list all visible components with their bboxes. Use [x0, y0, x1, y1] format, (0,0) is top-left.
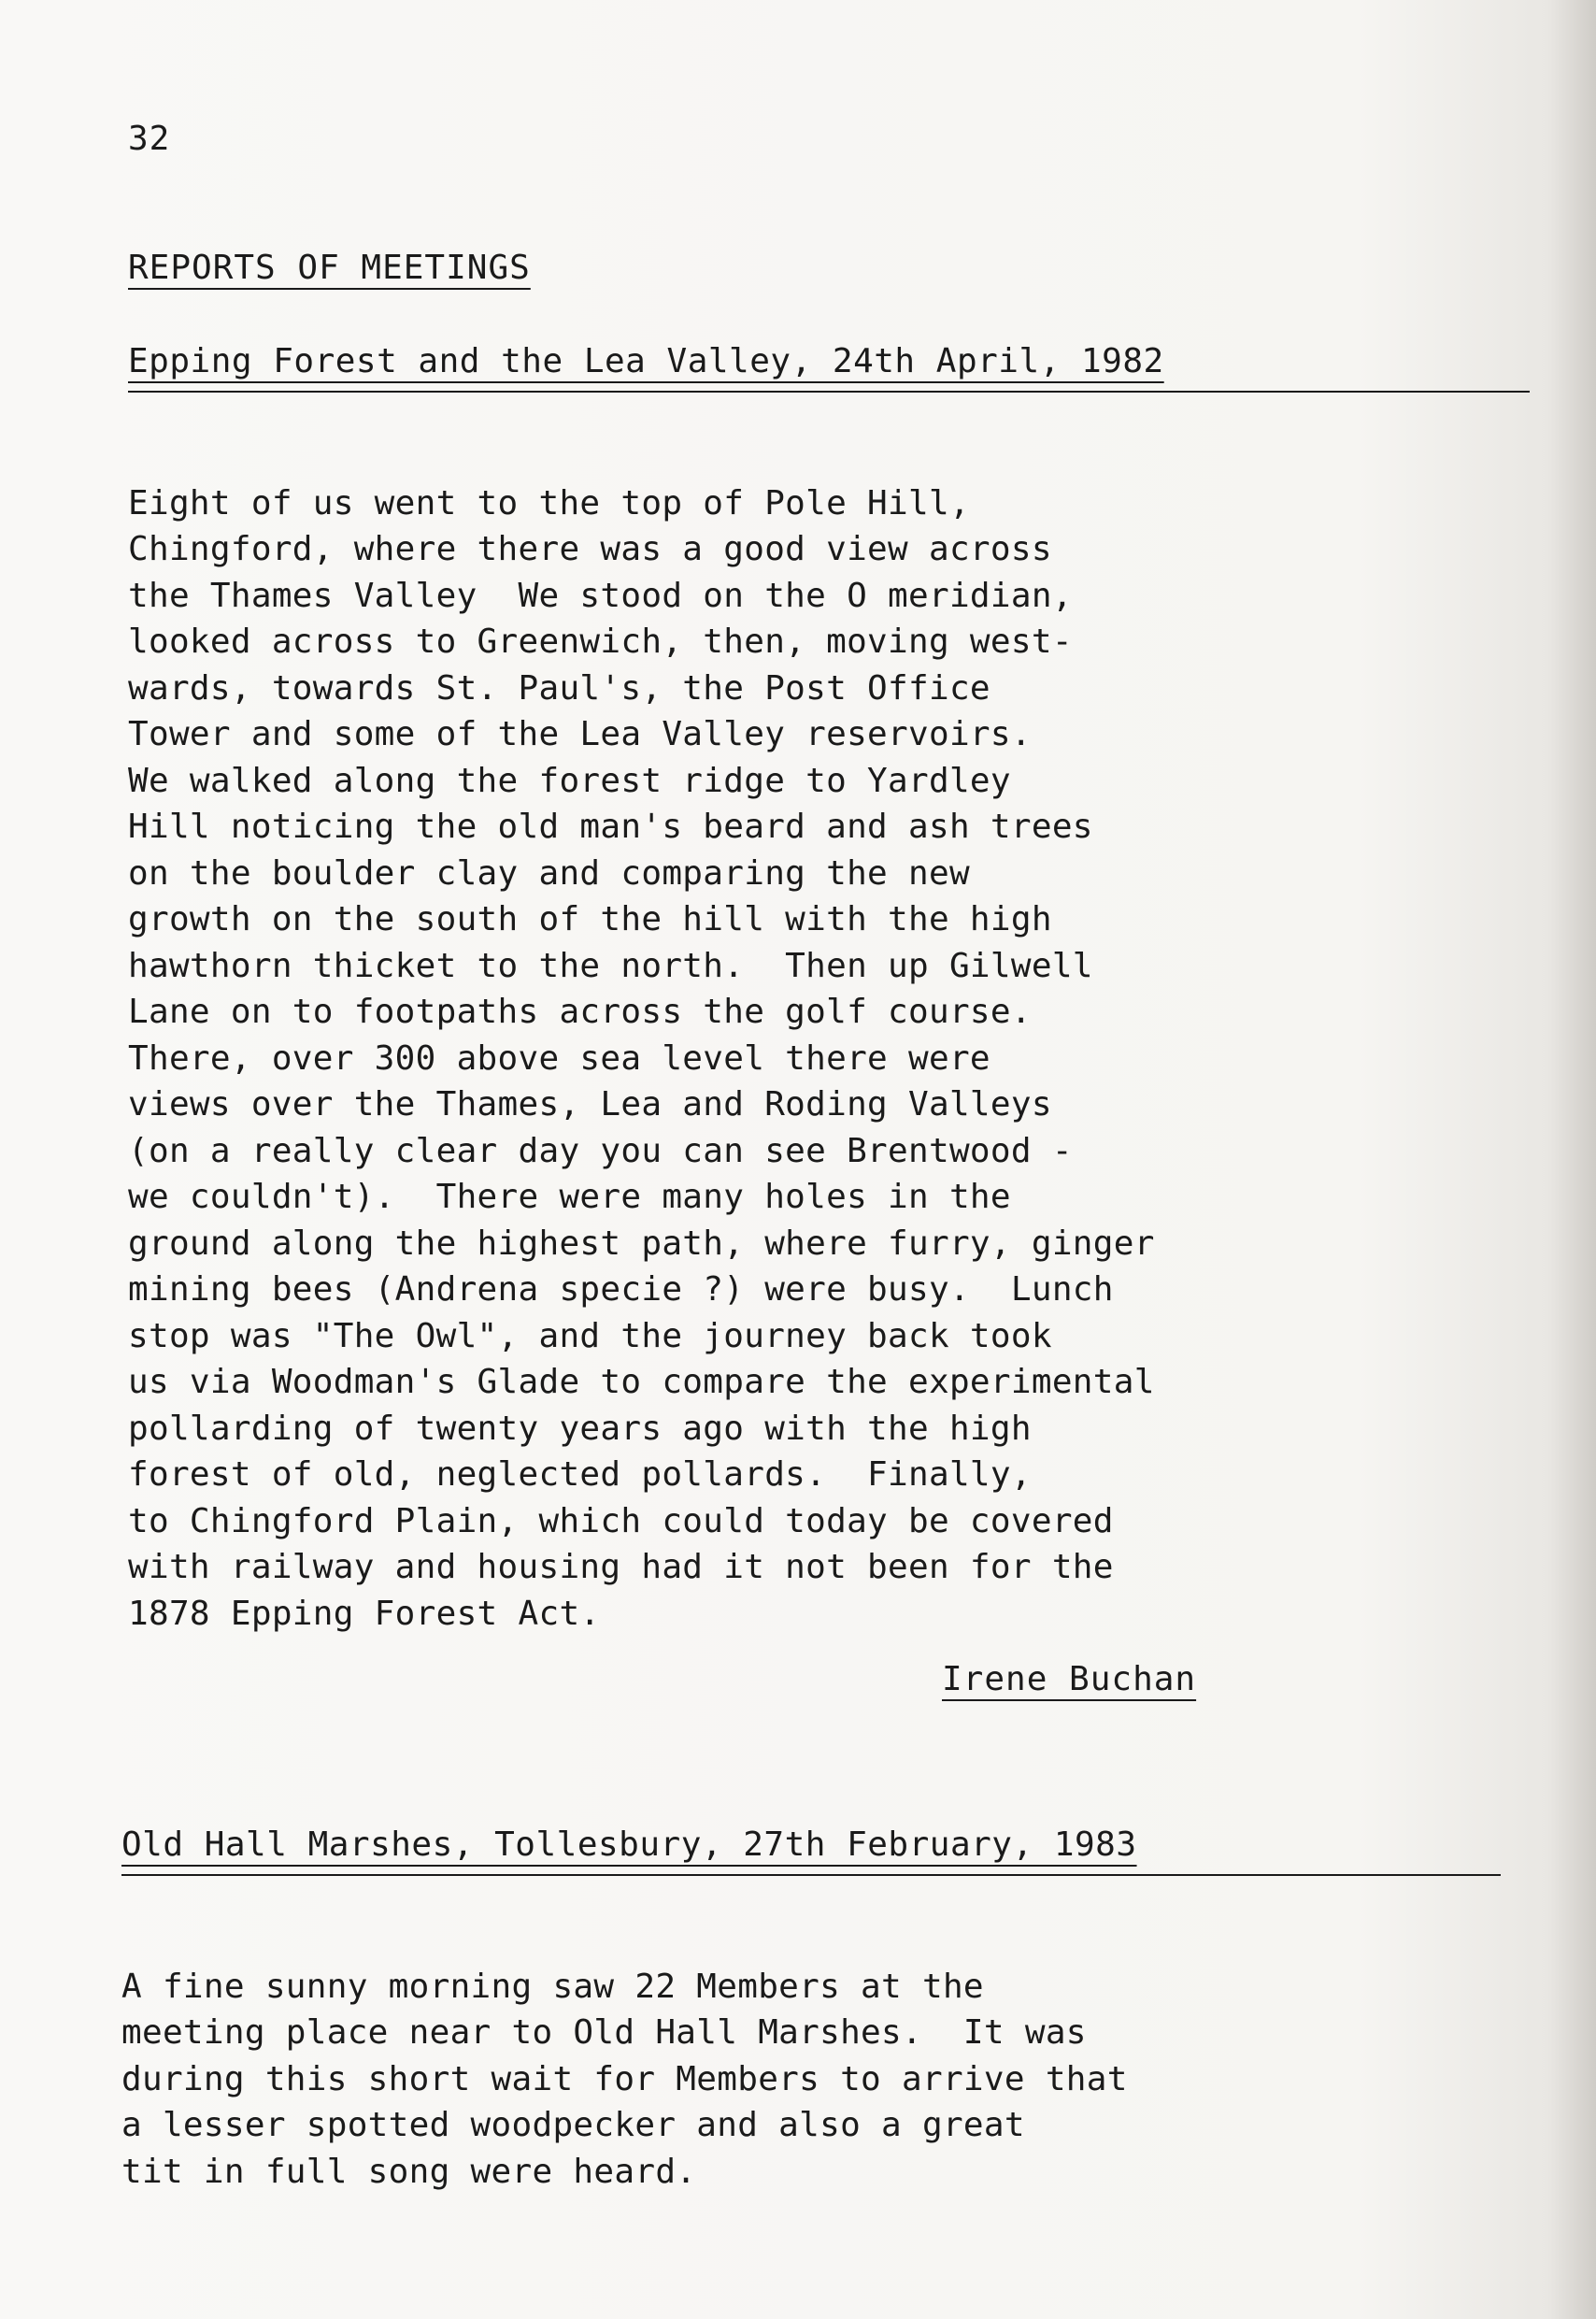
report-line: stop was "The Owl", and the journey back took — [128, 1316, 1052, 1355]
report-line: There, over 300 above sea level there were — [128, 1038, 990, 1078]
report-line: Hill noticing the old man's beard and ash trees — [128, 808, 1093, 846]
report-line: tit in full song were heard. — [121, 2152, 697, 2191]
report-line: meeting place near to Old Hall Marshes. It was — [121, 2013, 1087, 2052]
report-body-old-hall — [121, 1917, 1128, 2195]
report-line: hawthorn thicket to the north. Then up Gilwell — [128, 946, 1093, 985]
report-line: on the boulder clay and comparing the new — [128, 853, 970, 893]
report-line: wards, towards St. Paul's, the Post Office — [128, 668, 990, 708]
report-line: pollarding of twenty years ago with the high — [128, 1409, 1032, 1448]
report-line: (on a really clear day you can see Brentwood - — [128, 1131, 1073, 1170]
report-line: the Thames Valley We stood on the O meridian, — [128, 576, 1073, 615]
section-title: REPORTS OF MEETINGS — [128, 249, 531, 287]
report-line: looked across to Greenwich, then, moving west- — [128, 623, 1073, 661]
report-line: us via Woodman's Glade to compare the experimental — [128, 1363, 1155, 1401]
report-line: Chingford, where there was a good view across — [128, 530, 1052, 568]
report-heading-old-hall: Old Hall Marshes, Tollesbury, 27th February, 1983 — [121, 1825, 1137, 1864]
report-line: mining bees (Andrena specie ?) were busy. Lunch — [128, 1270, 1114, 1309]
report-line: growth on the south of the hill with the high — [128, 900, 1052, 938]
report-line: we couldn't). There were many holes in the — [128, 1178, 1011, 1216]
heading-rule — [128, 391, 1530, 393]
report-signature: Irene Buchan — [942, 1660, 1197, 1698]
heading-rule — [121, 1874, 1501, 1876]
page-number: 32 — [128, 120, 171, 158]
report-line: forest of old, neglected pollards. Finally, — [128, 1455, 1032, 1494]
report-body-epping — [128, 434, 1155, 1637]
report-line: A fine sunny morning saw 22 Members at the — [121, 1967, 984, 2006]
report-line: Lane on to footpaths across the golf course. — [128, 993, 1032, 1031]
report-line: a lesser spotted woodpecker and also a great — [121, 2106, 1025, 2144]
report-line: views over the Thames, Lea and Roding Valleys — [128, 1085, 1052, 1124]
report-line: during this short wait for Members to arrive that — [121, 2059, 1128, 2098]
report-line: 1878 Epping Forest Act. — [128, 1594, 601, 1633]
report-line: to Chingford Plain, which could today be covered — [128, 1501, 1114, 1540]
report-line: Eight of us went to the top of Pole Hill, — [128, 483, 970, 522]
report-line: Tower and some of the Lea Valley reservoirs. — [128, 715, 1032, 753]
report-line: with railway and housing had it not been for the — [128, 1548, 1114, 1586]
report-line: We walked along the forest ridge to Yardley — [128, 761, 1011, 800]
report-line: ground along the highest path, where furry, ginger — [128, 1224, 1155, 1263]
report-heading-epping: Epping Forest and the Lea Valley, 24th April, 1982 — [128, 342, 1164, 380]
